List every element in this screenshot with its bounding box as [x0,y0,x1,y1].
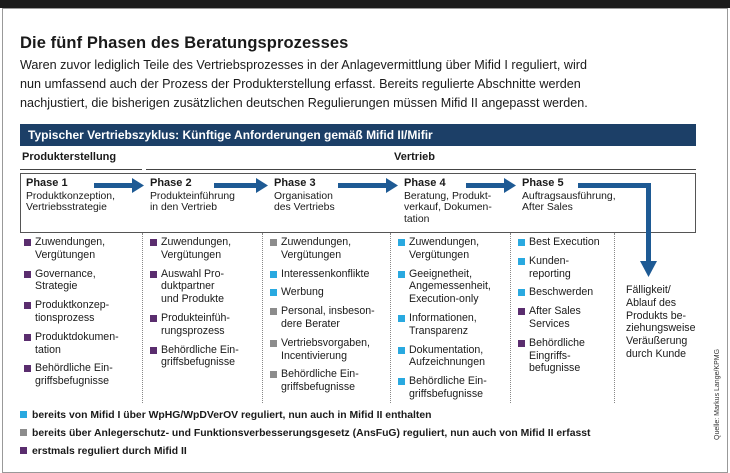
arrow-2-to-3 [214,178,268,193]
phase-description: des Vertriebs [274,202,335,213]
phase-description: After Sales [522,202,573,213]
requirement-text: Best Execution [529,236,600,248]
requirement-text: Transparenz [409,324,469,337]
requirement-text: Vergütungen [281,248,342,261]
requirement-text: Werbung [281,286,324,299]
requirement-item [398,344,518,370]
requirement-text: griffsbefugnisse [409,387,484,400]
phase-description: Vertriebsstrategie [26,202,107,213]
purple-square-icon [150,315,157,322]
purple-square-icon [24,239,31,246]
blue-square-icon [270,271,277,278]
gray-square-icon [270,239,277,246]
gray-square-icon [20,429,27,436]
phase-5-requirements [518,236,638,381]
requirement-text: Services [529,317,570,330]
requirement-text: duktpartner [161,280,215,293]
column-separator [390,233,391,403]
source-credit: Quelle: Markus Lange/KPMG [714,348,721,440]
requirement-text: Behördliche Ein- [409,375,487,388]
requirement-text: Dokumentation, [409,343,484,356]
figure-title: Die fünf Phasen des Beratungsprozesses [20,34,349,52]
requirement-item [398,312,518,338]
blue-square-icon [398,271,405,278]
requirement-text: griffsbefugnisse [161,356,236,369]
requirement-text: After Sales [529,305,581,318]
requirement-item [518,236,638,249]
requirement-text: Zuwendungen, [409,236,480,248]
requirement-item [270,305,390,331]
requirement-text: Zuwendungen, [161,236,232,248]
requirement-item [270,368,390,394]
phase-description: in den Vertrieb [150,202,218,213]
requirement-text: Personal, insbeson- [281,305,375,318]
arrow-1-to-2 [94,178,144,193]
blue-square-icon [518,258,525,265]
blue-square-icon [518,289,525,296]
requirement-item [398,268,518,306]
header-produkterstellung: Produkterstellung [22,151,117,163]
requirement-text: Auswahl Pro- [161,267,224,280]
phase-description: verkauf, Dokumen- [404,202,492,213]
phase-description: Produkteinführung [150,190,235,202]
arrow-3-to-4 [338,178,398,193]
purple-square-icon [24,365,31,372]
requirement-item [518,305,638,331]
requirement-item [270,286,390,299]
phase-2-requirements [150,236,270,375]
requirement-item [150,268,270,306]
purple-square-icon [150,271,157,278]
phase-description: Produktkonzeption, [26,190,115,202]
requirement-text: Informationen, [409,311,477,324]
purple-square-icon [150,347,157,354]
requirement-text: rungsprozess [161,324,225,337]
side-note-line: Ablauf des [626,296,677,309]
requirement-item [24,299,144,325]
requirement-text: Behördliche Ein- [281,368,359,381]
purple-square-icon [24,334,31,341]
requirement-text: Strategie [35,280,78,293]
purple-square-icon [518,340,525,347]
phase-label: Phase 1 [26,177,68,189]
phase-label: Phase 4 [404,177,446,189]
requirement-text: Vergütungen [35,248,96,261]
requirement-item [24,362,144,388]
requirement-text: Behördliche Ein- [35,362,113,375]
blue-square-icon [20,411,27,418]
requirement-item [150,344,270,370]
requirement-text: Governance, [35,267,96,280]
requirement-text: Zuwendungen, [281,236,352,248]
requirement-item [150,312,270,338]
phase-1-requirements [24,236,144,394]
requirement-text: und Produkte [161,293,225,306]
intro-line: nun umfassend auch der Prozess der Produkterstellung erfasst. Bereits regulierte Abschnitte werden [20,77,581,91]
requirement-item [150,236,270,262]
requirement-item [518,286,638,299]
phase-label: Phase 5 [522,177,564,189]
purple-square-icon [150,239,157,246]
gray-square-icon [270,371,277,378]
blue-square-icon [398,315,405,322]
phase-4-requirements [398,236,518,407]
phase-label: Phase 3 [274,177,316,189]
requirement-text: Vertriebsvorgaben, [281,336,370,349]
requirement-text: Behördliche Ein- [161,343,239,356]
requirement-text: Geeignetheit, [409,267,473,280]
requirement-text: Beschwerden [529,286,594,299]
intro-line: Waren zuvor lediglich Teile des Vertriebsprozesses in der Anlagevermittlung über Mifid I reguliert, wird [20,58,587,72]
purple-square-icon [24,302,31,309]
legend-text: erstmals reguliert durch Mifid II [32,446,187,457]
requirement-item [518,255,638,281]
gray-square-icon [270,340,277,347]
requirement-item [24,331,144,357]
requirement-text: Produkteinfüh- [161,311,230,324]
requirement-text: Zuwendungen, [35,236,106,248]
requirement-item [24,236,144,262]
phase-description: tation [404,213,430,225]
requirement-item [518,337,638,375]
requirement-text: Execution-only [409,293,479,306]
blue-square-icon [270,289,277,296]
requirement-item [24,268,144,294]
legend-text: bereits über Anlegerschutz- und Funktionsverbesserungsgesetz (AnsFuG) reguliert, nun auch von Mifid II erfasst [32,428,591,439]
requirement-text: befugnisse [529,362,581,375]
requirement-text: Behördliche [529,336,585,349]
requirement-text: Interessenkonflikte [281,267,370,280]
blue-square-icon [518,239,525,246]
requirement-text: tionsprozess [35,311,95,324]
phase-description: Beratung, Produkt- [404,190,492,202]
requirement-text: griffsbefugnisse [35,375,110,388]
requirement-text: Incentivierung [281,349,347,362]
requirement-text: Aufzeichnungen [409,356,485,369]
side-note [626,284,696,361]
cycle-banner: Typischer Vertriebszyklus: Künftige Anforderungen gemäß Mifid II/Mifir [20,124,696,146]
purple-square-icon [24,271,31,278]
requirement-item [270,236,390,262]
side-note-line: ziehungsweise [626,322,696,335]
blue-square-icon [398,239,405,246]
side-note-line: durch Kunde [626,347,687,360]
requirement-text: Produktkonzep- [35,299,110,312]
side-note-line: Veräußerung [626,335,688,348]
requirement-text: Eingriffs- [529,349,571,362]
requirement-item [398,236,518,262]
requirement-text: griffsbefugnisse [281,381,356,394]
phase-label: Phase 2 [150,177,192,189]
arrow-4-to-5 [466,178,516,193]
requirement-text: tation [35,343,61,356]
purple-square-icon [518,308,525,315]
side-note-line: Produkts be- [626,309,687,322]
legend-item-gray [20,428,710,439]
phase-description: Organisation [274,190,333,202]
purple-square-icon [20,447,27,454]
phase-3-requirements [270,236,390,400]
requirement-text: Vergütungen [409,248,470,261]
requirement-item [398,375,518,401]
gray-square-icon [270,308,277,315]
legend-item-purple [20,446,710,457]
requirement-text: Vergütungen [161,248,222,261]
legend-text: bereits von Mifid I über WpHG/WpDVerOV reguliert, nun auch in Mifid II enthalten [32,410,432,421]
blue-square-icon [398,378,405,385]
requirement-item [270,337,390,363]
blue-square-icon [398,347,405,354]
requirement-text: reporting [529,267,571,280]
side-note-line: Fälligkeit/ [626,284,671,296]
requirement-text: Angemessenheit, [409,280,491,293]
phase-description: Auftragsausführung, [522,190,616,202]
requirement-text: Produktdokumen- [35,330,119,343]
intro-line: nachjustiert, die bisherigen zusätzlichen deutschen Regulierungen müssen Mifid II angepasst werden. [20,96,588,110]
header-vertrieb: Vertrieb [394,151,435,163]
requirement-text: dere Berater [281,317,340,330]
legend-item-blue [20,410,710,421]
requirement-text: Kunden- [529,254,570,267]
requirement-item [270,268,390,281]
